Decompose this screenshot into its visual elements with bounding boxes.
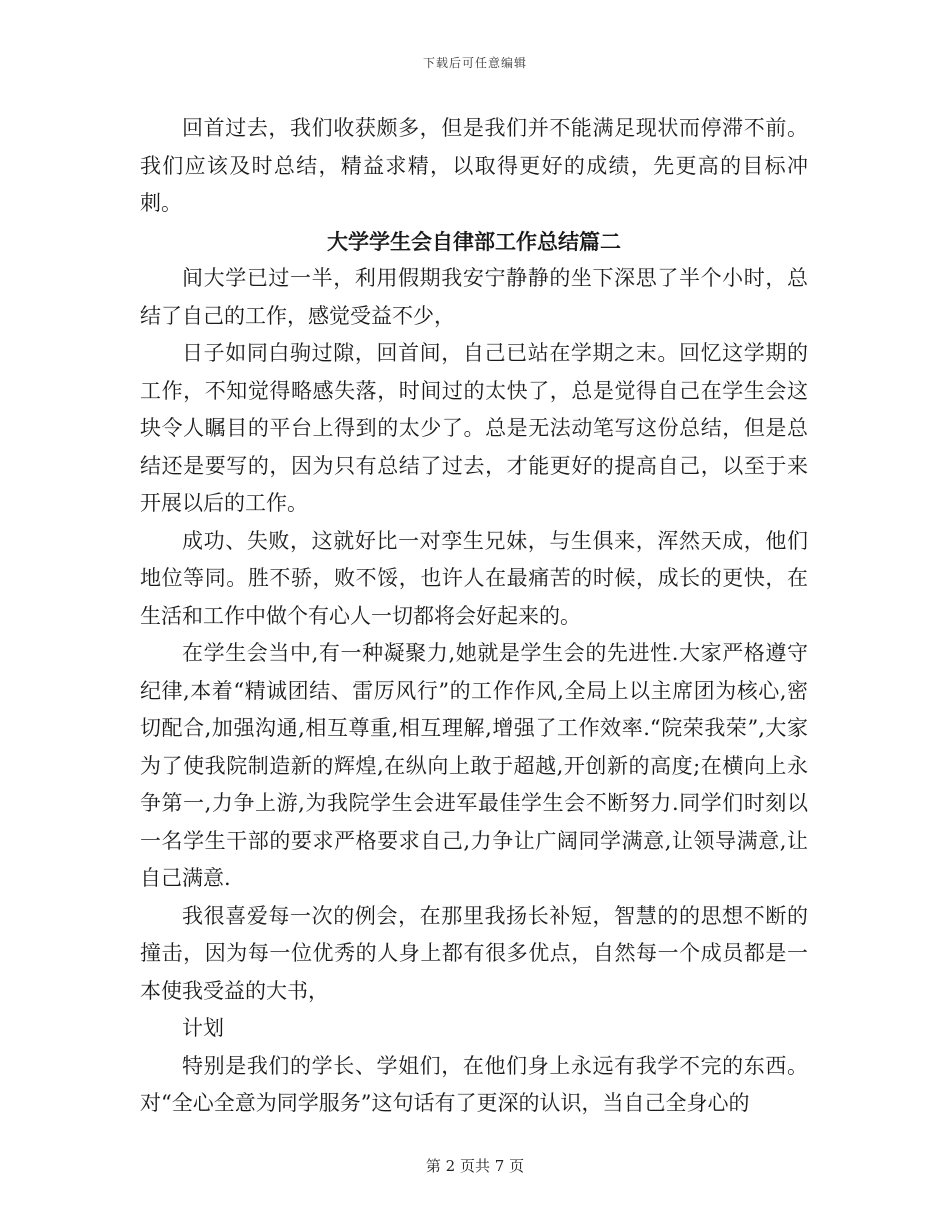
paragraph: 特别是我们的学长、学姐们，在他们身上永远有我学不完的东西。对“全心全意为同学服务”这句话有了更深的认识，当自己全身心的 — [140, 1053, 808, 1115]
section-title: 大学学生会自律部工作总结篇二 — [327, 228, 621, 254]
paragraph: 回首过去，我们收获颇多，但是我们并不能满足现状而停滞不前。我们应该及时总结，精益求精，以取得更好的成绩，先更高的目标冲刺。 — [140, 116, 808, 215]
paragraph: 计划 — [182, 1016, 224, 1040]
paragraph: 日子如同白驹过隙，回首间，自己已站在学期之末。回忆这学期的工作，不知觉得略感失落，时间过的太快了，总是觉得自己在学生会这块令人瞩目的平台上得到的太少了。总是无法动笔写这份总结，但是总结还是要写的，因为只有总结了过去，才能更好的提高自己，以至于来开展以后的工作。 — [140, 341, 808, 515]
paragraph: 在学生会当中,有一种凝聚力,她就是学生会的先进性.大家严格遵守纪律,本着“精诚团结、雷厉风行”的工作作风,全局上以主席团为核心,密切配合,加强沟通,相互尊重,相互理解,增强了工作效率.“院荣我荣”,大家为了使我院制造新的辉煌,在纵向上敢于超越,开创新的高度;在横向上永争第一,力争上游,为我院学生会进军最佳学生会不断努力.同学们时刻以一名学生干部的要求严格要求自己,力争让广阔同学满意,让领导满意,让自己满意. — [140, 641, 808, 890]
paragraph: 成功、失败，这就好比一对孪生兄妹，与生俱来，浑然天成，他们地位等同。胜不骄，败不馁，也许人在最痛苦的时候，成长的更快，在生活和工作中做个有心人一切都将会好起来的。 — [140, 528, 808, 628]
page-footer: 第 2 页共 7 页 — [425, 1157, 525, 1175]
document-body — [140, 110, 808, 1123]
paragraph: 间大学已过一半，利用假期我安宁静静的坐下深思了半个小时，总结了自己的工作，感觉受益不少， — [140, 266, 808, 328]
paragraph: 我很喜爱每一次的例会，在那里我扬长补短，智慧的的思想不断的撞击，因为每一位优秀的人身上都有很多优点，自然每一个成员都是一本使我受益的大书， — [140, 903, 808, 1003]
page-header: 下载后可任意编辑 — [422, 56, 527, 70]
